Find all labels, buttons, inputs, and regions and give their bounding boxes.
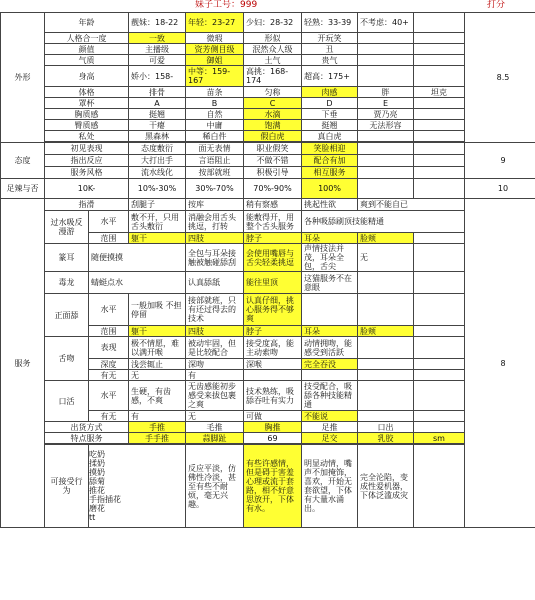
acceptable-item: 揉奶 <box>89 459 105 468</box>
category-service: 服务 <box>1 199 45 528</box>
toe-option: 这猫服务不在意眼 <box>302 272 358 294</box>
ask-option: 言语阻止 <box>186 155 244 167</box>
sub-label-depth: 深度 <box>89 359 129 370</box>
tongue-perf: 接受度高，能主动索吻 <box>244 337 302 359</box>
row-label-ask: 指出反应 <box>45 155 129 167</box>
footwork-option: 30%-70% <box>186 179 244 199</box>
age-option: 少妇：28-32 <box>244 13 302 33</box>
front-level: 接部就班，只有还过得去的技术 <box>186 294 244 326</box>
row-label-nails: 指滑 <box>45 199 129 211</box>
toe-option: 能往里顶 <box>244 272 302 294</box>
feather-range: 脸颊 <box>358 233 414 244</box>
first-option: 态度敷衍 <box>129 143 186 155</box>
exit-option: 胸推 <box>244 422 302 433</box>
face-option: 丑 <box>302 44 358 55</box>
row-label-mouth: 口活 <box>45 381 89 422</box>
face-option: 泯然众人级 <box>244 44 302 55</box>
mouth-none: 有 <box>129 411 186 422</box>
acceptable-item: 舔菊 <box>89 477 105 486</box>
sheet-title: 妹子工号：999 <box>195 0 258 10</box>
age-option: 轻熟：33-39 <box>302 13 358 33</box>
acceptable-item: 吃奶 <box>89 450 105 459</box>
height-option: 超高：175+ <box>302 66 358 87</box>
ask-option: 不做不错 <box>244 155 302 167</box>
front-range: 四肢 <box>186 326 244 337</box>
style-option: 流水线化 <box>129 167 186 179</box>
private-option: 黑森林 <box>129 131 186 142</box>
face-option: 主播级 <box>129 44 186 55</box>
ear-option: 无 <box>358 244 414 272</box>
hip-option: 挺翘 <box>302 120 358 131</box>
row-label-toe: 毒龙 <box>45 272 89 294</box>
tongue-perf: 动情拥吻，能感受到活跃 <box>302 337 358 359</box>
row-label-temper: 气质 <box>45 55 129 66</box>
ask-option: 大打出手 <box>129 155 186 167</box>
temper-option: 可爱 <box>129 55 186 66</box>
special-option: 蒜脚趾 <box>186 433 244 444</box>
acceptable-level: 明显动情，嘴声不加掩饰，喜欢，开始无套欲望，下体有大量水涌出。 <box>302 445 358 528</box>
age-option: 不考虑：40+ <box>358 13 414 33</box>
tongue-depth: 完全吞没 <box>302 359 358 370</box>
age-option: 年轻：23-27 <box>186 13 244 33</box>
row-label-private: 私处 <box>45 131 129 142</box>
chest-option: 自然 <box>186 109 244 120</box>
style-option: 按部就班 <box>186 167 244 179</box>
hip-option: 干瘪 <box>129 120 186 131</box>
special-option: 69 <box>244 433 302 444</box>
nails-option: 刮腿子 <box>129 199 186 211</box>
feather-level: 各种吸舔刷顶技能精通 <box>302 211 465 233</box>
category-acceptable: 可接受行为 <box>45 445 89 528</box>
sub-label-level: 水平 <box>89 381 129 411</box>
sub-label-range: 范围 <box>89 233 129 244</box>
row-label-ear: 篆耳 <box>45 244 89 272</box>
category-attitude: 态度 <box>1 143 45 179</box>
body-option: 苗条 <box>186 87 244 98</box>
style-option: 积极引导 <box>244 167 302 179</box>
first-option: 面无表情 <box>186 143 244 155</box>
chest-option: 贾乃亮 <box>358 109 414 120</box>
front-range: 脖子 <box>244 326 302 337</box>
front-range: 躯干 <box>129 326 186 337</box>
feather-level: 敷不开，只用舌头敷衍 <box>129 211 186 233</box>
row-label-style: 服务风格 <box>45 167 129 179</box>
height-option: 中等：159-167 <box>186 66 244 87</box>
nails-option: 爽到不能自已 <box>358 199 465 211</box>
footwork-option: 10K- <box>45 179 129 199</box>
acceptable-item: tt <box>89 513 96 522</box>
feather-level: 消融会用舌头挑逗，打转 <box>186 211 244 233</box>
private-option: 真白虎 <box>302 131 358 142</box>
nails-option: 按库 <box>186 199 244 211</box>
row-label-front: 正面舔 <box>45 294 89 337</box>
height-option: 高挑：168-174 <box>244 66 302 87</box>
footwork-option: 100% <box>302 179 358 199</box>
feather-level: 能敷得开，用整个舌头服务 <box>244 211 302 233</box>
body-option: 排骨 <box>129 87 186 98</box>
face-option: 资芳侧目级 <box>186 44 244 55</box>
footwork-option: 70%-90% <box>244 179 302 199</box>
personality-option: 一致 <box>129 33 186 44</box>
sub-label-perf: 表现 <box>89 337 129 359</box>
hip-option: 饱满 <box>244 120 302 131</box>
footwork-option: 10%-30% <box>129 179 186 199</box>
row-label-tongue: 舌吻 <box>45 337 89 381</box>
score-appearance: 8.5 <box>465 13 535 143</box>
personality-option: 微瑕 <box>186 33 244 44</box>
mouth-none: 可做 <box>244 411 302 422</box>
ask-option: 配合有加 <box>302 155 358 167</box>
tongue-none: 有 <box>186 370 244 381</box>
personality-option: 形似 <box>244 33 302 44</box>
sub-label-level: 水平 <box>89 211 129 233</box>
chest-option: 水滴 <box>244 109 302 120</box>
special-option: 乳胶 <box>358 433 414 444</box>
category-footwork: 足辣与否 <box>1 179 45 199</box>
front-level: 认真仔细，挑心服务得不够爽 <box>244 294 302 326</box>
private-option: 稀白件 <box>186 131 244 142</box>
chest-option: 下垂 <box>302 109 358 120</box>
acceptable-item: 磨花 <box>89 504 105 513</box>
row-label-exit: 出货方式 <box>45 422 129 433</box>
special-option: 手手推 <box>129 433 186 444</box>
evaluation-table <box>0 12 535 528</box>
age-option: 靓妹：18-22 <box>129 13 186 33</box>
chest-option: 挺翘 <box>129 109 186 120</box>
body-option: 胖 <box>358 87 414 98</box>
height-option: 娇小：158- <box>129 66 186 87</box>
exit-option: 口出 <box>358 422 414 433</box>
temper-option: 土气 <box>244 55 302 66</box>
tongue-depth: 深喉 <box>244 359 302 370</box>
hip-option: 无法形容 <box>358 120 414 131</box>
feather-range: 四肢 <box>186 233 244 244</box>
personality-option: 开玩笑 <box>302 33 358 44</box>
acceptable-level: 有些许感情，但是碍于害羞心理或流于套路，相不好意思放开，下体有水。 <box>244 445 302 528</box>
row-label-height: 身高 <box>45 66 129 87</box>
row-label-body: 体格 <box>45 87 129 98</box>
acceptable-level: 完全沦陷，变成性爱机器，下体泛滥成灾 <box>358 445 414 528</box>
row-label-age: 年龄 <box>45 13 129 33</box>
hip-option: 中庸 <box>186 120 244 131</box>
front-level: 一般加吸 不担停留 <box>129 294 186 326</box>
exit-option: 足推 <box>302 422 358 433</box>
tongue-perf: 被动牢固，但是比较配合 <box>186 337 244 359</box>
score-header: 打分 <box>487 0 506 10</box>
row-label-special: 特点服务 <box>45 433 129 444</box>
sub-label-none: 有无 <box>89 370 129 381</box>
front-range: 脸颊 <box>358 326 414 337</box>
private-option: 假白虎 <box>244 131 302 142</box>
toe-option: 认真舔舐 <box>186 272 244 294</box>
special-option: 足交 <box>302 433 358 444</box>
mouth-level: 技术熟练，吸舔吞吐有实力 <box>244 381 302 411</box>
score-service: 8 <box>465 199 535 528</box>
category-appearance: 外形 <box>1 13 45 143</box>
ear-option: 全包与耳朵接触被触碰舔刮 <box>186 244 244 272</box>
acceptable-level: 反应平淡，仿佛性冷淡，甚至有些不耐烦，毫无兴趣。 <box>186 445 244 528</box>
sheet-header <box>0 0 535 11</box>
special-option: sm <box>414 433 465 444</box>
sub-label-none: 有无 <box>89 411 129 422</box>
nails-option: 稍有察感 <box>244 199 302 211</box>
first-option: 笑脸相迎 <box>302 143 358 155</box>
tongue-depth: 深吻 <box>186 359 244 370</box>
front-range: 耳朵 <box>302 326 358 337</box>
feather-range: 脖子 <box>244 233 302 244</box>
cup-option: D <box>302 98 358 109</box>
row-label-chest: 胸质感 <box>45 109 129 120</box>
cup-option: B <box>186 98 244 109</box>
sub-label-range: 范围 <box>89 326 129 337</box>
toe-option: 蜻蜓点水 <box>89 272 186 294</box>
cup-option: A <box>129 98 186 109</box>
sub-label-level: 水平 <box>89 294 129 326</box>
tongue-none: 无 <box>129 370 186 381</box>
score-attitude: 9 <box>465 143 535 179</box>
first-option: 职业假笑 <box>244 143 302 155</box>
ear-option: 会使用嘴唇与舌尖轻柔挑逗 <box>244 244 302 272</box>
ear-option: 随便摸摸 <box>89 244 186 272</box>
temper-option: 贵气 <box>302 55 358 66</box>
cup-option: E <box>358 98 414 109</box>
body-option: 坦克 <box>414 87 465 98</box>
row-label-face: 颜值 <box>45 44 129 55</box>
mouth-none: 无 <box>186 411 244 422</box>
score-footwork: 10 <box>465 179 535 199</box>
acceptable-item: 手指插花 <box>89 495 121 504</box>
feather-range: 躯干 <box>129 233 186 244</box>
mouth-level: 无齿感能初步感受来拔包裹之爽 <box>186 381 244 411</box>
row-label-personality: 人格合一度 <box>45 33 129 44</box>
nails-option: 挑起性欲 <box>302 199 358 211</box>
ear-option: 声情技法并茂，耳朵全包，舌尖 <box>302 244 358 272</box>
temper-option: 御姐 <box>186 55 244 66</box>
tongue-depth: 浅尝辄止 <box>129 359 186 370</box>
mouth-level: 生硬，有齿感，不爽 <box>129 381 186 411</box>
tongue-perf: 极不情愿，难以满开喉 <box>129 337 186 359</box>
row-label-cup: 罩杯 <box>45 98 129 109</box>
cup-option: C <box>244 98 302 109</box>
mouth-level: 技受配合，吸舔各种技能精通 <box>302 381 358 411</box>
acceptable-item: 推花 <box>89 486 105 495</box>
body-option: 匀称 <box>244 87 302 98</box>
exit-option: 毛推 <box>186 422 244 433</box>
acceptable-item: 摸奶 <box>89 468 105 477</box>
row-label-feather: 过水吸反漫游 <box>45 211 89 244</box>
body-option: 肉感 <box>302 87 358 98</box>
row-label-first: 初见表现 <box>45 143 129 155</box>
exit-option: 手推 <box>129 422 186 433</box>
style-option: 相互服务 <box>302 167 358 179</box>
mouth-none: 不能说 <box>302 411 358 422</box>
row-label-hip: 臀质感 <box>45 120 129 131</box>
feather-range: 耳朵 <box>302 233 358 244</box>
